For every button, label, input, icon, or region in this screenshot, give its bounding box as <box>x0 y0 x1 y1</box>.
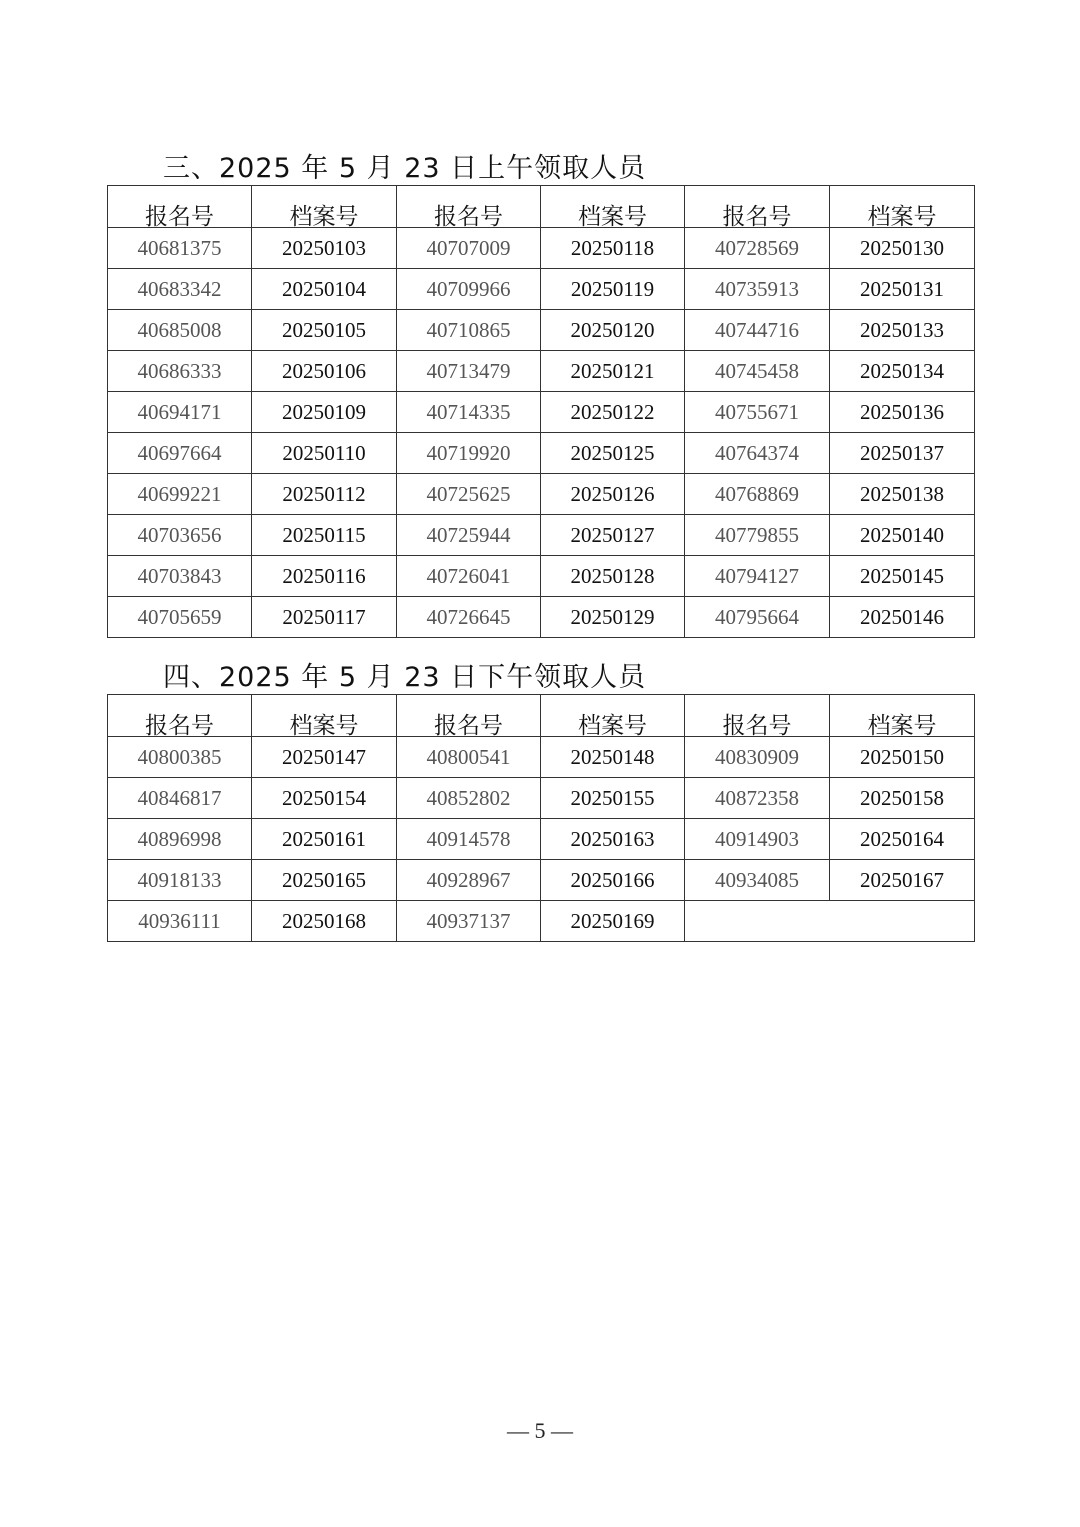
archive-number-cell: 20250121 <box>541 351 685 392</box>
table-row <box>108 819 975 860</box>
archive-number-cell: 20250127 <box>541 515 685 556</box>
column-header-archive-number: 档案号 <box>541 695 685 737</box>
archive-number-cell: 20250106 <box>252 351 397 392</box>
registration-number-cell: 40694171 <box>108 392 252 433</box>
registration-number-cell: 40755671 <box>685 392 830 433</box>
archive-number-cell: 20250129 <box>541 597 685 638</box>
registration-number-cell: 40725944 <box>397 515 541 556</box>
table-header-row <box>108 186 975 228</box>
archive-number-cell: 20250150 <box>830 737 975 778</box>
archive-number-cell: 20250116 <box>252 556 397 597</box>
table-row <box>108 474 975 515</box>
archive-number-cell: 20250122 <box>541 392 685 433</box>
column-header-archive-number: 档案号 <box>252 695 397 737</box>
archive-number-cell: 20250164 <box>830 819 975 860</box>
table-row <box>108 860 975 901</box>
table-row <box>108 351 975 392</box>
archive-number-cell: 20250165 <box>252 860 397 901</box>
table-row <box>108 597 975 638</box>
registration-number-cell: 40764374 <box>685 433 830 474</box>
archive-number-cell: 20250120 <box>541 310 685 351</box>
archive-number-cell: 20250130 <box>830 228 975 269</box>
registration-number-cell: 40713479 <box>397 351 541 392</box>
archive-number-cell: 20250109 <box>252 392 397 433</box>
column-header-archive-number: 档案号 <box>541 186 685 228</box>
registration-number-cell: 40705659 <box>108 597 252 638</box>
registration-number-cell: 40852802 <box>397 778 541 819</box>
registration-number-cell: 40795664 <box>685 597 830 638</box>
archive-number-cell: 20250146 <box>830 597 975 638</box>
registration-number-cell: 40830909 <box>685 737 830 778</box>
archive-number-cell: 20250134 <box>830 351 975 392</box>
registration-number-cell: 40728569 <box>685 228 830 269</box>
archive-number-cell: 20250104 <box>252 269 397 310</box>
archive-number-cell: 20250103 <box>252 228 397 269</box>
registration-number-cell: 40800385 <box>108 737 252 778</box>
registration-number-cell: 40710865 <box>397 310 541 351</box>
archive-number-cell: 20250167 <box>830 860 975 901</box>
column-header-archive-number: 档案号 <box>830 186 975 228</box>
registration-number-cell: 40726041 <box>397 556 541 597</box>
registration-number-cell: 40719920 <box>397 433 541 474</box>
archive-number-cell: 20250154 <box>252 778 397 819</box>
archive-number-cell: 20250147 <box>252 737 397 778</box>
registration-number-cell: 40937137 <box>397 901 541 942</box>
registration-number-cell: 40699221 <box>108 474 252 515</box>
column-header-archive-number: 档案号 <box>830 695 975 737</box>
archive-number-cell: 20250136 <box>830 392 975 433</box>
registration-number-cell: 40686333 <box>108 351 252 392</box>
archive-number-cell: 20250166 <box>541 860 685 901</box>
table-row <box>108 515 975 556</box>
table-row <box>108 737 975 778</box>
registration-number-cell: 40846817 <box>108 778 252 819</box>
registration-number-cell: 40896998 <box>108 819 252 860</box>
archive-number-cell: 20250105 <box>252 310 397 351</box>
table-row <box>108 269 975 310</box>
registration-number-cell: 40934085 <box>685 860 830 901</box>
registration-number-cell: 40735913 <box>685 269 830 310</box>
column-header-archive-number: 档案号 <box>252 186 397 228</box>
column-header-registration-number: 报名号 <box>685 186 830 228</box>
archive-number-cell: 20250128 <box>541 556 685 597</box>
registration-number-cell: 40707009 <box>397 228 541 269</box>
archive-number-cell: 20250148 <box>541 737 685 778</box>
column-header-registration-number: 报名号 <box>108 695 252 737</box>
archive-number-cell: 20250126 <box>541 474 685 515</box>
registration-number-cell: 40726645 <box>397 597 541 638</box>
column-header-registration-number: 报名号 <box>397 186 541 228</box>
registration-number-cell: 40914903 <box>685 819 830 860</box>
table-row <box>108 901 975 942</box>
registration-number-cell: 40685008 <box>108 310 252 351</box>
registration-number-cell: 40745458 <box>685 351 830 392</box>
archive-number-cell: 20250117 <box>252 597 397 638</box>
registration-number-cell: 40697664 <box>108 433 252 474</box>
archive-number-cell: 20250145 <box>830 556 975 597</box>
empty-cell <box>685 901 975 942</box>
registration-number-cell: 40714335 <box>397 392 541 433</box>
archive-number-cell: 20250131 <box>830 269 975 310</box>
archive-number-cell: 20250138 <box>830 474 975 515</box>
section-title-morning: 三、2025 年 5 月 23 日上午领取人员 <box>163 153 647 184</box>
registration-number-cell: 40928967 <box>397 860 541 901</box>
archive-number-cell: 20250112 <box>252 474 397 515</box>
section-title-afternoon: 四、2025 年 5 月 23 日下午领取人员 <box>163 662 647 693</box>
archive-number-cell: 20250118 <box>541 228 685 269</box>
table-row <box>108 433 975 474</box>
archive-number-cell: 20250115 <box>252 515 397 556</box>
column-header-registration-number: 报名号 <box>685 695 830 737</box>
column-header-registration-number: 报名号 <box>108 186 252 228</box>
page-number: — 5 — <box>507 1418 573 1443</box>
registration-number-cell: 40794127 <box>685 556 830 597</box>
registration-number-cell: 40709966 <box>397 269 541 310</box>
table-header-row <box>108 695 975 737</box>
archive-number-cell: 20250137 <box>830 433 975 474</box>
registration-number-cell: 40768869 <box>685 474 830 515</box>
archive-number-cell: 20250140 <box>830 515 975 556</box>
registration-number-cell: 40703656 <box>108 515 252 556</box>
registration-number-cell: 40914578 <box>397 819 541 860</box>
table-row <box>108 392 975 433</box>
archive-number-cell: 20250161 <box>252 819 397 860</box>
archive-number-cell: 20250119 <box>541 269 685 310</box>
archive-number-cell: 20250168 <box>252 901 397 942</box>
registration-number-cell: 40872358 <box>685 778 830 819</box>
registration-number-cell: 40918133 <box>108 860 252 901</box>
registration-number-cell: 40683342 <box>108 269 252 310</box>
registration-number-cell: 40725625 <box>397 474 541 515</box>
column-header-registration-number: 报名号 <box>397 695 541 737</box>
archive-number-cell: 20250163 <box>541 819 685 860</box>
table-row <box>108 778 975 819</box>
archive-number-cell: 20250110 <box>252 433 397 474</box>
registration-number-cell: 40936111 <box>108 901 252 942</box>
archive-number-cell: 20250158 <box>830 778 975 819</box>
archive-number-cell: 20250125 <box>541 433 685 474</box>
table-row <box>108 556 975 597</box>
registration-number-cell: 40703843 <box>108 556 252 597</box>
registration-number-cell: 40681375 <box>108 228 252 269</box>
table-row <box>108 310 975 351</box>
archive-number-cell: 20250133 <box>830 310 975 351</box>
archive-number-cell: 20250169 <box>541 901 685 942</box>
roster-table-afternoon <box>107 694 975 942</box>
table-row <box>108 228 975 269</box>
roster-table-morning <box>107 185 975 638</box>
registration-number-cell: 40800541 <box>397 737 541 778</box>
registration-number-cell: 40744716 <box>685 310 830 351</box>
registration-number-cell: 40779855 <box>685 515 830 556</box>
archive-number-cell: 20250155 <box>541 778 685 819</box>
